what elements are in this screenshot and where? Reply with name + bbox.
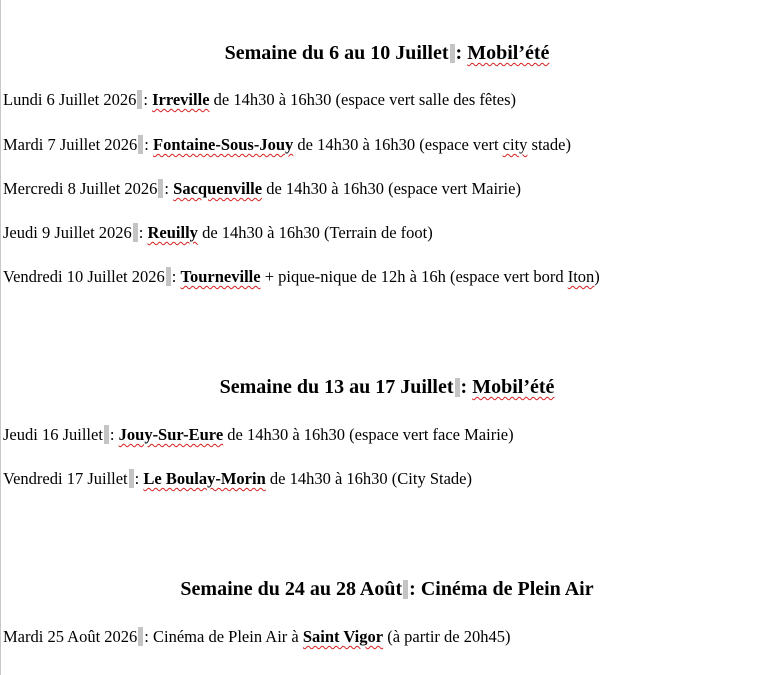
line-details: de 14h30 à 16h30 (espace vert salle des fêtes) <box>213 90 517 109</box>
line-details: de 14h30 à 16h30 (espace vert face Mairie) <box>227 425 514 444</box>
selection-mark <box>455 378 460 397</box>
selection-mark <box>166 267 171 286</box>
selection-mark <box>403 580 408 599</box>
line-separator: : <box>144 627 149 646</box>
line-separator: : <box>138 223 144 242</box>
line-place: Sacquenville <box>173 179 263 198</box>
section-heading <box>3 376 771 399</box>
line-separator: : <box>109 425 115 444</box>
line-date: Jeudi 16 Juillet <box>3 425 103 444</box>
line-date: Mardi 7 Juillet 2026 <box>3 135 138 154</box>
selection-mark <box>133 223 138 242</box>
line-details-word: city <box>502 135 528 154</box>
selection-mark <box>104 425 109 444</box>
schedule-line <box>3 179 521 199</box>
line-date: Vendredi 10 Juillet 2026 <box>3 267 165 286</box>
line-details: de 14h30 à 16h30 (Terrain de foot) <box>202 223 433 242</box>
line-date: Mardi 25 Août 2026 <box>3 627 138 646</box>
section-heading <box>3 42 771 65</box>
selection-mark <box>138 627 143 646</box>
selection-mark <box>450 44 455 63</box>
schedule-line <box>3 135 571 155</box>
schedule-line <box>3 267 600 287</box>
line-separator: : <box>164 179 170 198</box>
selection-mark <box>158 179 163 198</box>
line-place: Jouy-Sur-Eure <box>118 425 224 444</box>
line-date: Vendredi 17 Juillet <box>3 469 128 488</box>
line-details: de 14h30 à 16h30 (espace vert Mairie) <box>266 179 521 198</box>
heading-event: Mobil’été <box>467 42 550 64</box>
line-details: de 14h30 à 16h30 (City Stade) <box>269 469 472 488</box>
schedule-line <box>3 90 516 110</box>
line-separator: : <box>144 135 149 154</box>
page-left-edge <box>0 0 1 675</box>
line-details: (à partir de 20h45) <box>387 627 511 646</box>
schedule-line <box>3 627 510 647</box>
heading-event: Mobil’été <box>472 376 555 398</box>
line-place: Reuilly <box>147 223 198 242</box>
selection-mark <box>129 469 134 488</box>
line-details-end: stade) <box>531 135 571 154</box>
line-date: Mercredi 8 Juillet 2026 <box>3 179 158 198</box>
line-separator: : <box>134 469 140 488</box>
selection-mark <box>137 90 142 109</box>
heading-separator: : <box>460 376 468 398</box>
heading-week: Semaine du 6 au 10 Juillet <box>224 42 449 64</box>
heading-week: Semaine du 24 au 28 Août <box>180 578 403 600</box>
line-separator: : <box>143 90 148 109</box>
heading-separator: : <box>409 578 416 600</box>
heading-separator: : <box>455 42 463 64</box>
selection-mark <box>138 135 143 154</box>
document-body <box>3 0 771 675</box>
line-date: Jeudi 9 Juillet 2026 <box>3 223 132 242</box>
line-place: Fontaine-Sous-Jouy <box>153 135 294 154</box>
line-place: Tourneville <box>180 267 261 286</box>
section-heading <box>3 578 771 601</box>
line-details-end: ) <box>594 267 600 286</box>
schedule-line <box>3 469 472 489</box>
line-place: Saint Vigor <box>302 627 384 646</box>
line-details: + pique-nique de 12h à 16h (espace vert bord <box>264 267 564 286</box>
schedule-line <box>3 223 433 243</box>
heading-event: Cinéma de Plein Air <box>420 578 594 600</box>
line-details: de 14h30 à 16h30 (espace vert <box>297 135 499 154</box>
line-place: Irreville <box>152 90 210 109</box>
line-prefix: Cinéma de Plein Air à <box>153 627 299 646</box>
line-details-word: Iton <box>567 267 595 286</box>
line-date: Lundi 6 Juillet 2026 <box>3 90 137 109</box>
schedule-line <box>3 425 514 445</box>
line-separator: : <box>171 267 177 286</box>
heading-week: Semaine du 13 au 17 Juillet <box>219 376 454 398</box>
line-place: Le Boulay-Morin <box>143 469 266 488</box>
